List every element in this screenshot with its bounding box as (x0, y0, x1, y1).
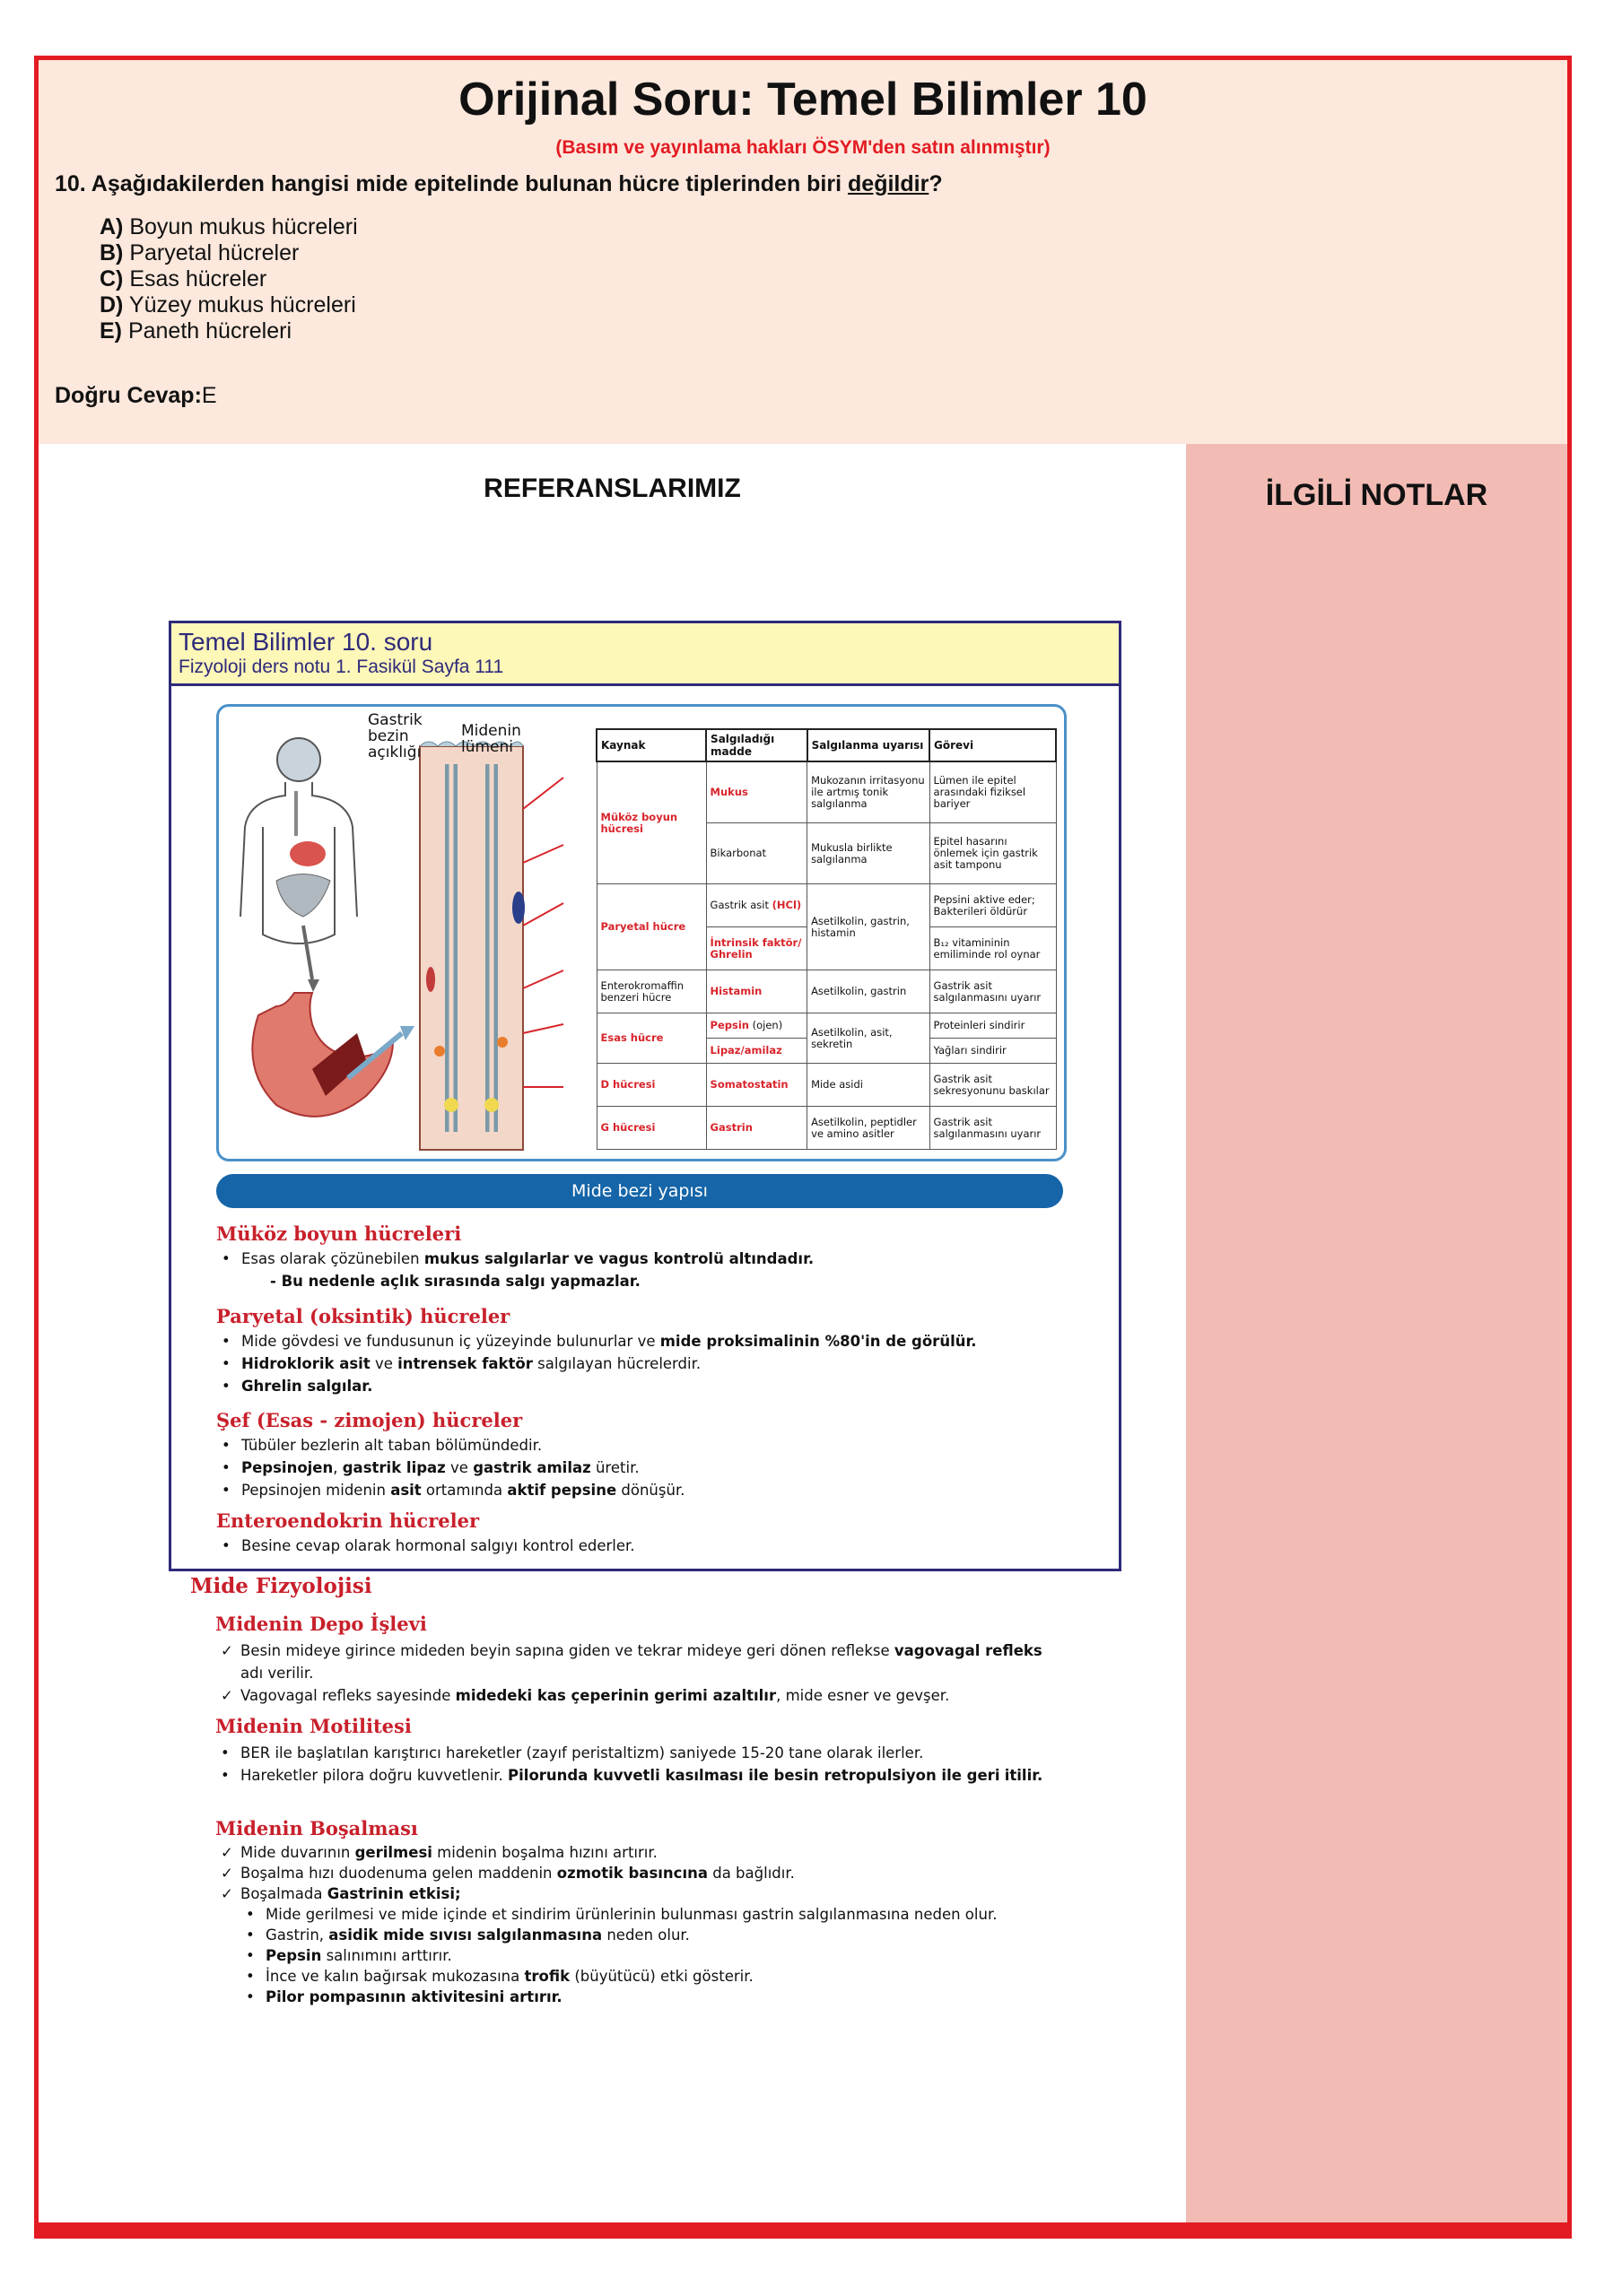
table-header-row (597, 729, 1056, 761)
option-d: D) Yüzey mukus hücreleri (100, 292, 356, 317)
table-row: D hücresi Somatostatin Mide asidi Gastrik asit sekresyonunu baskılar (597, 1064, 1056, 1107)
section-title-depo: Midenin Depo İşlevi (215, 1613, 427, 1635)
list-item: • Pepsinojen, gastrik lipaz ve gastrik amilaz üretir. (222, 1459, 640, 1476)
lumen-label: Midenin lümeni (461, 722, 521, 756)
figure-caption: Mide bezi yapısı (216, 1174, 1063, 1208)
references-title: REFERANSLARIMIZ (484, 474, 741, 503)
question-mark: ? (929, 171, 943, 196)
gastric-pit-label: Gastrik bezin açıklığı (368, 711, 423, 761)
list-item: • Mide gerilmesi ve mide içinde et sindirim ürünlerinin bulunması gastrin salgılanmasına neden olur. (246, 1906, 998, 1923)
digestive-organs-icon (276, 791, 330, 992)
list-item: • Pepsin salınımını arttırır. (246, 1947, 452, 1964)
section-title-sef: Şef (Esas - zimojen) hücreler (216, 1409, 523, 1431)
list-item: ✓ Besin mideye girince mideden beyin sapına giden ve tekrar mideye geri dönen reflekse vagovagal refleks adı verilir. (221, 1642, 1042, 1682)
correct-answer: Doğru Cevap:E (55, 383, 217, 408)
bosalma-list (215, 1842, 1068, 2007)
page-title: Orijinal Soru: Temel Bilimler 10 (458, 74, 1147, 126)
motilite-list (215, 1742, 1068, 1787)
table-row: Paryetal hücre Gastrik asit (HCl) Asetilkolin, gastrin, histamin Pepsini aktive eder; Bakterileri öldürür (597, 884, 1056, 927)
table-row: Bikarbonat Mukusla birlikte salgılanma Epitel hasarını önlemek için gastrik asit tamponu (597, 823, 1056, 884)
list-item: • Pilor pompasının aktivitesini artırır. (246, 1988, 562, 2005)
list-item: - Bu nedenle açlık sırasında salgı yapmazlar. (270, 1273, 641, 1290)
notes-title: İLGİLİ NOTLAR (1265, 478, 1488, 512)
list-item: ✓ Mide duvarının gerilmesi midenin boşalma hızını artırır. (221, 1844, 658, 1861)
header-source: Kaynak (597, 729, 706, 761)
gastric-gland-illustration (222, 710, 599, 1159)
section-title-mukoz: Müköz boyun hücreleri (216, 1222, 462, 1245)
table-row: Enterokromaffin benzeri hücre Histamin Asetilkolin, gastrin Gastrik asit salgılanmasını uyarır (597, 970, 1056, 1013)
related-notes-column (1186, 444, 1567, 2222)
section-title-bosalma: Midenin Boşalması (215, 1817, 418, 1839)
question-panel (39, 60, 1567, 444)
reference-box (169, 621, 1121, 1571)
bottom-red-bar (34, 2222, 1572, 2239)
list-item: • Hareketler pilora doğru kuvvetlenir. Pilorunda kuvvetli kasılması ile besin retropulsiyon ile geri itilir. (221, 1767, 1043, 1784)
list-item: ✓ Boşalmada Gastrinin etkisi; (221, 1885, 461, 1902)
table-row: G hücresi Gastrin Asetilkolin, peptidler ve amino asitler Gastrik asit salgılanmasını uyarır (597, 1107, 1056, 1150)
list-item: • Esas olarak çözünebilen mukus salgılarlar ve vagus kontrolü altındadır. (222, 1250, 815, 1267)
mukoz-list (216, 1248, 1077, 1292)
list-item: ✓ Vagovagal refleks sayesinde midedeki kas çeperinin gerimi azaltılır, mide esner ve gevşer. (221, 1687, 950, 1704)
entero-list (216, 1535, 1077, 1557)
header-secreted: Salgıladığı madde (706, 729, 807, 761)
reference-box-title: Temel Bilimler 10. soru (179, 628, 433, 656)
reference-box-subtitle: Fizyoloji ders notu 1. Fasikül Sayfa 111 (179, 657, 504, 677)
list-item: • Hidroklorik asit ve intrensek faktör salgılayan hücrelerdir. (222, 1355, 702, 1372)
header-stimulus: Salgılanma uyarısı (807, 729, 929, 761)
table-row: Müköz boyun hücresi Mukus Mukozanın irritasyonu ile artmış tonik salgılanma Lümen ile epitel arasındaki fiziksel bariyer (597, 761, 1056, 823)
section-title-paryetal: Paryetal (oksintik) hücreler (216, 1305, 510, 1327)
header-function: Görevi (929, 729, 1056, 761)
section-title-motilite: Midenin Motilitesi (215, 1715, 412, 1737)
sef-list (216, 1434, 1077, 1501)
table-row: Lipaz/amilaz Yağları sindirir (597, 1039, 1056, 1064)
option-b: B) Paryetal hücreler (100, 240, 300, 265)
question-negation: değildir (848, 171, 929, 196)
list-item: • Gastrin, asidik mide sıvısı salgılanmasına neden olur. (246, 1926, 690, 1944)
gland-tissue-icon (420, 742, 525, 1150)
list-item: • Besine cevap olarak hormonal salgıyı kontrol ederler. (222, 1537, 635, 1554)
reference-header (171, 623, 1119, 686)
option-a: A) Boyun mukus hücreleri (100, 214, 358, 239)
option-e: E) Paneth hücreleri (100, 318, 292, 344)
stomach-icon (252, 993, 414, 1117)
gland-cells-table (596, 728, 1057, 1150)
list-item: • İnce ve kalın bağırsak mukozasına trofik (büyütücü) etki gösterir. (246, 1968, 754, 1985)
table-row: Esas hücre Pepsin (ojen) Asetilkolin, asit, sekretin Proteinleri sindirir (597, 1013, 1056, 1039)
list-item: • Tübüler bezlerin alt taban bölümündedir. (222, 1437, 543, 1454)
list-item: • Ghrelin salgılar. (222, 1378, 373, 1395)
option-c: C) Esas hücreler (100, 266, 267, 291)
copyright-note: (Basım ve yayınlama hakları ÖSYM'den satın alınmıştır) (555, 137, 1051, 158)
list-item: • BER ile başlatılan karıştırıcı hareketler (zayıf peristaltizm) saniyede 15-20 tane olarak ilerler. (221, 1744, 924, 1761)
list-item: • Mide gövdesi ve fundusunun iç yüzeyinde bulunurlar ve mide proksimalinin %80'in de görülür. (222, 1333, 977, 1350)
list-item: ✓ Boşalma hızı duodenuma gelen maddenin ozmotik basıncına da bağlıdır. (221, 1865, 795, 1882)
question-number: 10. (55, 171, 86, 196)
list-item: • Pepsinojen midenin asit ortamında aktif pepsine dönüşür. (222, 1482, 685, 1499)
question-stem: Aşağıdakilerden hangisi mide epitelinde bulunan hücre tiplerinden biri (91, 171, 842, 196)
label-pointer-lines (523, 778, 563, 1087)
section-title-entero: Enteroendokrin hücreler (216, 1509, 480, 1532)
gastric-gland-figure (216, 704, 1067, 1161)
mide-fizyolojisi-title: Mide Fizyolojisi (190, 1574, 372, 1598)
answer-options (100, 214, 358, 344)
table-row: İntrinsik faktör/ Ghrelin B₁₂ vitamininin emiliminde rol oynar (597, 927, 1056, 970)
depo-list (215, 1639, 1068, 1707)
question-text (55, 171, 943, 197)
paryetal-list (216, 1330, 1077, 1397)
